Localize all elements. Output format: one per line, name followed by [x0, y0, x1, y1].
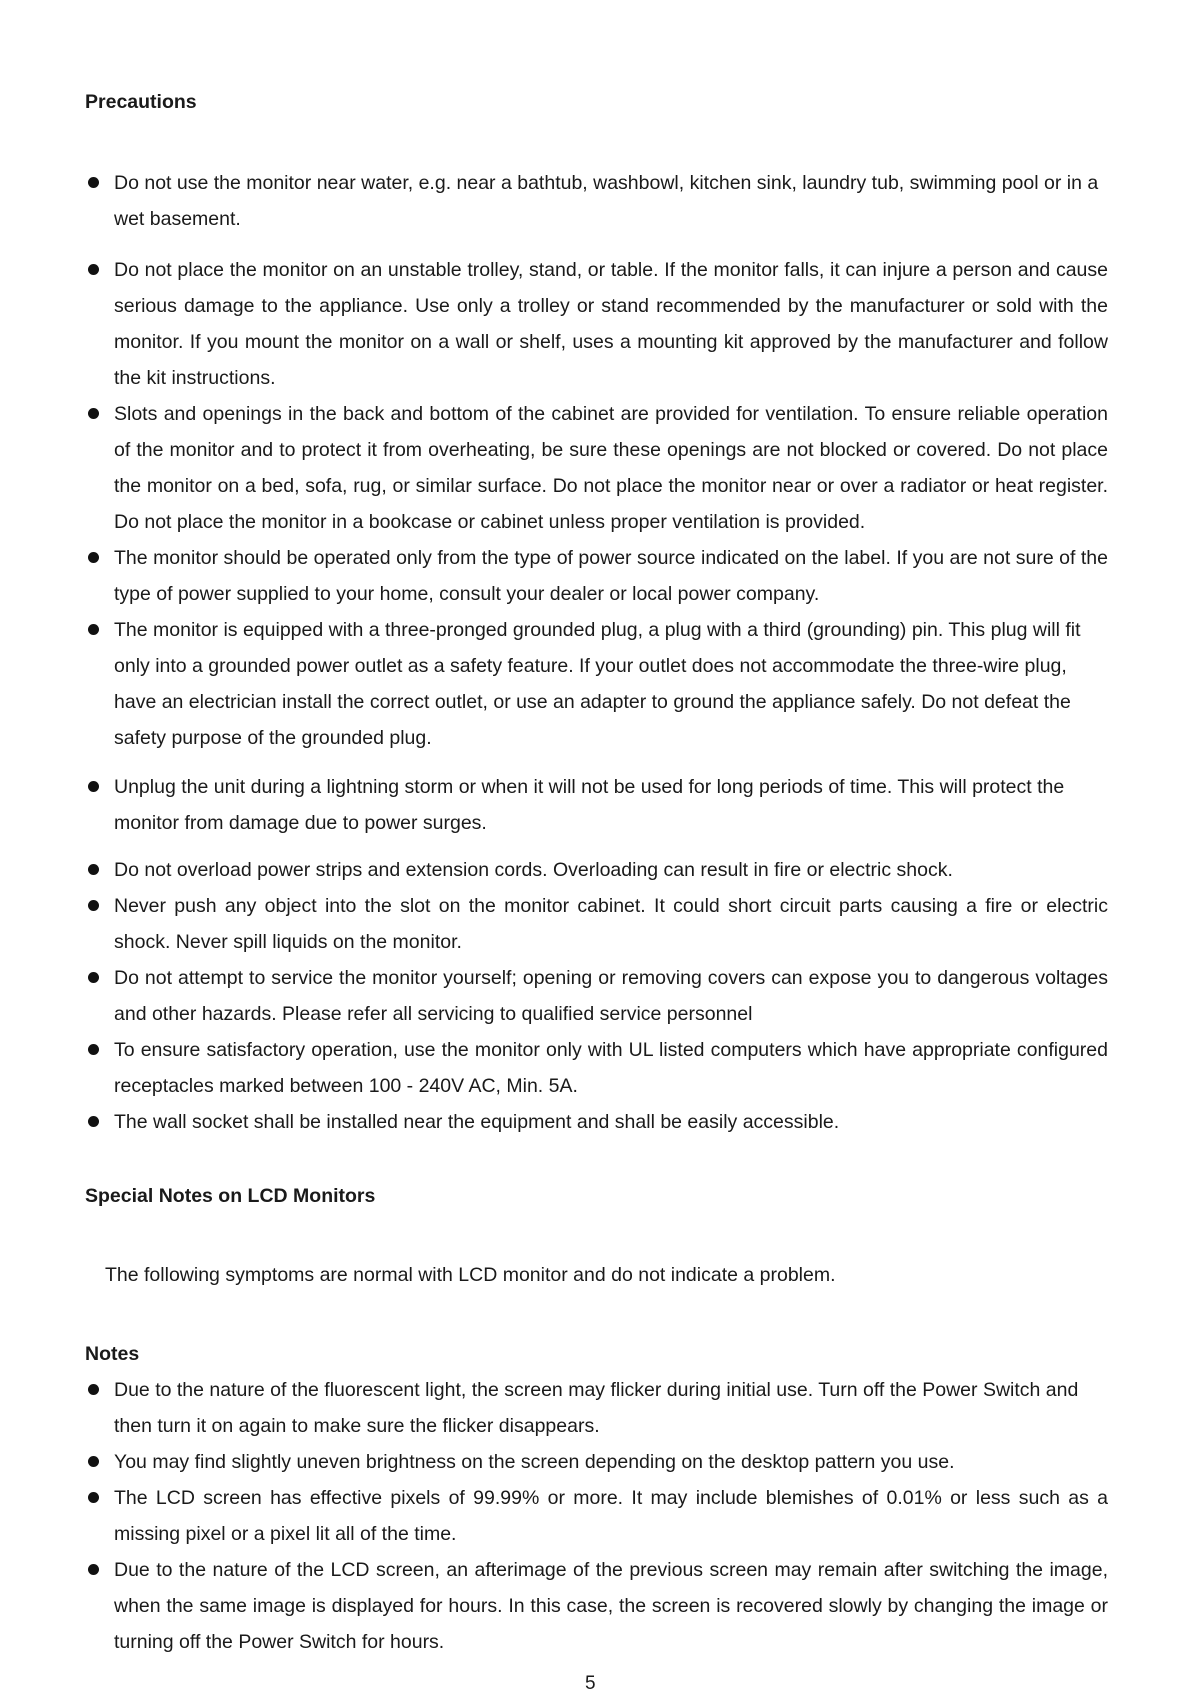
list-item-text: Do not overload power strips and extension cords. Overloading can result in fire or electric shock.: [114, 859, 953, 881]
list-item-text: Do not attempt to service the monitor yourself; opening or removing covers can expose you to dangerous voltages and other hazards. Please refer all servicing to qualified service personnel: [114, 967, 1108, 1025]
list-item: [85, 1480, 1108, 1552]
bullet-icon: [88, 900, 99, 911]
bullet-icon: [88, 408, 99, 419]
list-item: [85, 612, 1108, 756]
list-item-text: Do not use the monitor near water, e.g. near a bathtub, washbowl, kitchen sink, laundry tub, swimming pool or in a wet basement.: [114, 172, 1099, 230]
list-item: [85, 888, 1108, 960]
list-item-text: The monitor should be operated only from the type of power source indicated on the label. If you are not sure of the type of power supplied to your home, consult your dealer or local power company.: [114, 547, 1108, 605]
special-notes-heading: Special Notes on LCD Monitors: [85, 1185, 376, 1207]
bullet-icon: [88, 1456, 99, 1467]
bullet-icon: [88, 1384, 99, 1395]
bullet-icon: [88, 1116, 99, 1127]
bullet-icon: [88, 624, 99, 635]
list-item: [85, 1104, 1108, 1140]
list-item: [85, 396, 1108, 540]
list-item-text: Do not place the monitor on an unstable trolley, stand, or table. If the monitor falls, it can injure a person and cause serious damage to the appliance. Use only a trolley or stand recommended by the manufacturer or sold with the monitor. If you mount the monitor on a wall or shelf, uses a mounting kit approved by the manufacturer and follow the kit instructions.: [114, 259, 1108, 389]
list-item: [85, 540, 1108, 612]
list-item: [85, 769, 1108, 841]
list-item-text: Never push any object into the slot on the monitor cabinet. It could short circuit parts causing a fire or electric shock. Never spill liquids on the monitor.: [114, 895, 1108, 953]
list-item-text: Unplug the unit during a lightning storm or when it will not be used for long periods of time. This will protect the monitor from damage due to power surges.: [114, 776, 1065, 834]
list-item-text: The monitor is equipped with a three-pronged grounded plug, a plug with a third (grounding) pin. This plug will fit only into a grounded power outlet as a safety feature. If your outlet does not accommodate the three-wire plug, have an electrician install the correct outlet, or use an adapter to ground the appliance safely. Do not defeat the safety purpose of the grounded plug.: [114, 619, 1081, 749]
bullet-icon: [88, 1564, 99, 1575]
list-item: [85, 1552, 1108, 1660]
special-notes-intro: The following symptoms are normal with LCD monitor and do not indicate a problem.: [105, 1264, 836, 1286]
list-item: [85, 1032, 1108, 1104]
list-item-text: The wall socket shall be installed near the equipment and shall be easily accessible.: [114, 1111, 840, 1133]
bullet-icon: [88, 264, 99, 275]
bullet-icon: [88, 864, 99, 875]
list-item: [85, 252, 1108, 396]
bullet-icon: [88, 972, 99, 983]
list-item: [85, 852, 1108, 888]
list-item: [85, 1372, 1108, 1444]
bullet-icon: [88, 781, 99, 792]
bullet-icon: [88, 552, 99, 563]
list-item-text: The LCD screen has effective pixels of 99.99% or more. It may include blemishes of 0.01% or less such as a missing pixel or a pixel lit all of the time.: [114, 1487, 1108, 1545]
bullet-icon: [88, 1044, 99, 1055]
list-item: [85, 1444, 1108, 1480]
page-number: 5: [585, 1673, 596, 1694]
list-item-text: To ensure satisfactory operation, use the monitor only with UL listed computers which have appropriate configured receptacles marked between 100 - 240V AC, Min. 5A.: [114, 1039, 1108, 1097]
list-item: [85, 165, 1108, 237]
list-item-text: Due to the nature of the LCD screen, an afterimage of the previous screen may remain after switching the image, when the same image is displayed for hours. In this case, the screen is recovered slowly by changing the image or turning off the Power Switch for hours.: [114, 1559, 1108, 1653]
list-item-text: You may find slightly uneven brightness on the screen depending on the desktop pattern you use.: [114, 1451, 955, 1473]
precautions-heading: Precautions: [85, 91, 197, 113]
list-item-text: Slots and openings in the back and bottom of the cabinet are provided for ventilation. To ensure reliable operation of the monitor and to protect it from overheating, be sure these openings are not blocked or covered. Do not place the monitor on a bed, sofa, rug, or similar surface. Do not place the monitor near or over a radiator or heat register. Do not place the monitor in a bookcase or cabinet unless proper ventilation is provided.: [114, 403, 1108, 533]
bullet-icon: [88, 1492, 99, 1503]
list-item-text: Due to the nature of the fluorescent light, the screen may flicker during initial use. Turn off the Power Switch and then turn it on again to make sure the flicker disappears.: [114, 1379, 1079, 1437]
list-item: [85, 960, 1108, 1032]
notes-heading: Notes: [85, 1343, 140, 1365]
bullet-icon: [88, 177, 99, 188]
